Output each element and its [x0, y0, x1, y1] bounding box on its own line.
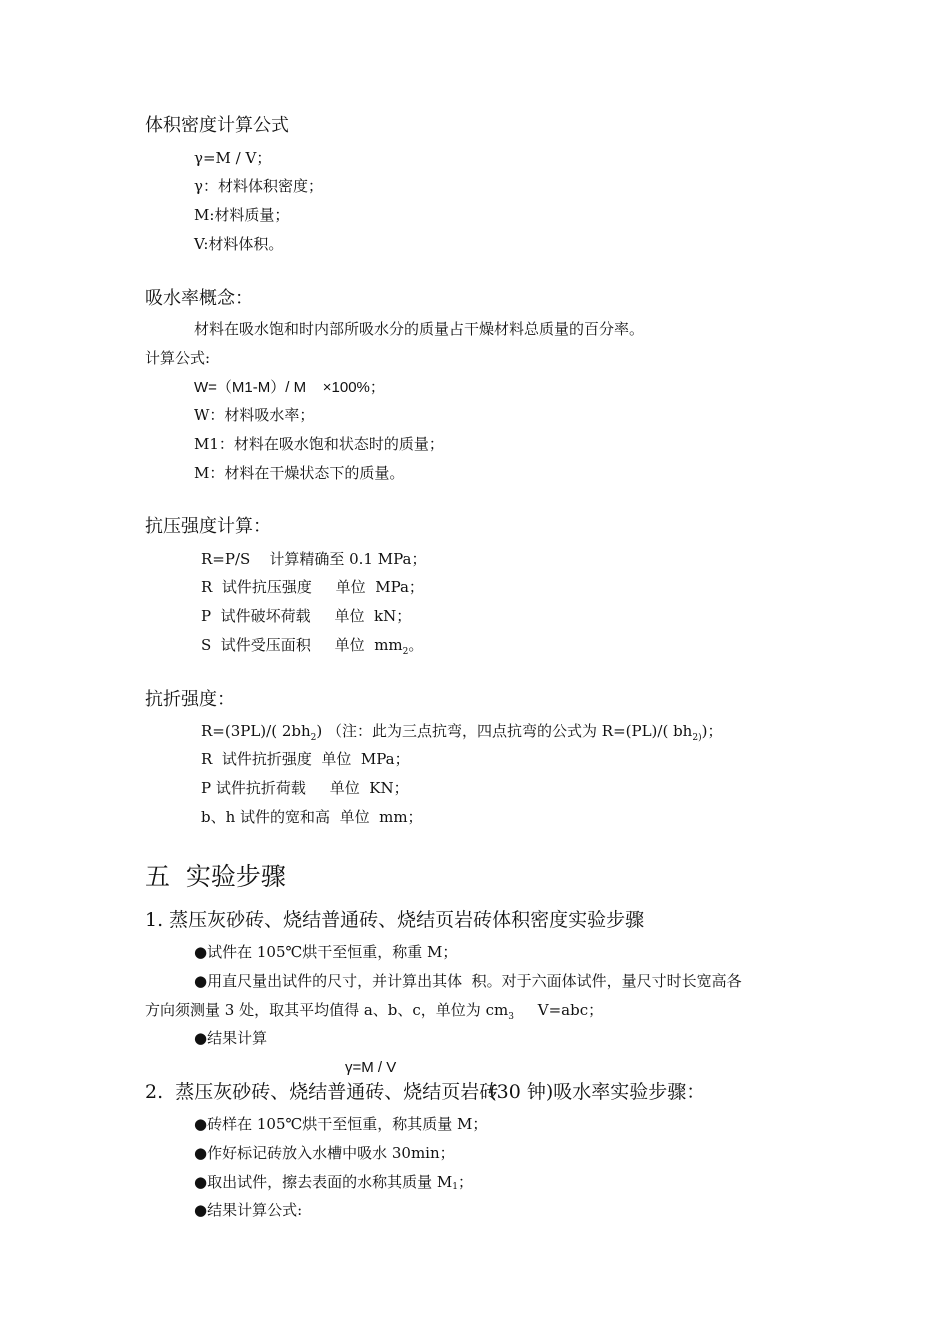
step2-bullet-2: ●作好标记砖放入水槽中吸水 30min； — [194, 1144, 455, 1162]
density-heading: 体积密度计算公式 — [145, 115, 289, 136]
flexural-def-bh: b、h 试件的宽和高 单位 mm； — [201, 808, 423, 826]
absorption-formula-label: 计算公式: — [145, 349, 211, 367]
compressive-def-r: R 试件抗压强度 单位 MPa； — [201, 578, 424, 596]
flexural-def-p: P 试件抗折荷载 单位 KN； — [201, 779, 409, 797]
absorption-def-m: M：材料在干燥状态下的质量。 — [194, 464, 405, 482]
compressive-formula: R=P/S 计算精确至 0.1 MPa； — [201, 550, 427, 568]
flexural-formula: R=(3PL)/( $2bh_2$) （注：此为三点抗弯，四点抗弯的公式为 R=(PL)/( $bh_{2)}$)； — [201, 722, 723, 743]
absorption-def-w: W：材料吸水率； — [194, 406, 315, 424]
flexural-heading: 抗折强度： — [145, 689, 235, 710]
density-def-gamma: γ：材料体积密度； — [194, 177, 323, 195]
density-formula: γ=M / V； — [194, 149, 272, 167]
step1-formula: γ=M / V — [345, 1059, 397, 1076]
step2-bullet-4: ●结果计算公式: — [194, 1201, 303, 1219]
step1-bullet-2-continued: 方向须测量 3 处，取其平均值得 a、b、c，单位为 $cm_3$ V=abc； — [145, 1001, 604, 1022]
flexural-def-r: R 试件抗折强度 单位 MPa； — [201, 750, 410, 768]
absorption-formula: W=（M1-M）/ M ×100%； — [194, 379, 385, 396]
compressive-heading: 抗压强度计算： — [145, 516, 271, 537]
absorption-def-m1: M1：材料在吸水饱和状态时的质量； — [194, 435, 444, 453]
compressive-def-p: P 试件破坏荷载 单位 kN； — [201, 607, 412, 625]
density-def-v: V:材料体积。 — [194, 235, 284, 253]
density-def-m: M:材料质量； — [194, 206, 290, 224]
compressive-def-s: S 试件受压面积 单位 $mm_2$。 — [201, 636, 424, 657]
step1-bullet-1: ●试件在 105℃烘干至恒重，称重 M； — [194, 943, 458, 961]
step2-bullet-3: ●取出试件，擦去表面的水称其质量 $M^1$； — [194, 1173, 473, 1192]
step2-bullet-1: ●砖样在 105℃烘干至恒重，称其质量 M； — [194, 1115, 488, 1133]
step1-bullet-3: ●结果计算 — [194, 1029, 268, 1047]
step1-title: 1. 蒸压灰砂砖、烧结普通砖、烧结页岩砖体积密度实验步骤 — [145, 909, 645, 931]
step2-title: 2. 蒸压灰砂砖、烧结普通砖、烧结页岩砖(30 钟)吸水率实验步骤： — [145, 1081, 706, 1103]
absorption-concept: 材料在吸水饱和时内部所吸水分的质量占干燥材料总质量的百分率。 — [194, 320, 645, 338]
absorption-heading: 吸水率概念： — [145, 288, 253, 309]
step1-bullet-2: ●用直尺量出试件的尺寸，并计算出其体 积。对于六面体试件，量尺寸时长宽高各 — [194, 972, 742, 990]
section5-heading: 五 实验步骤 — [145, 862, 286, 891]
